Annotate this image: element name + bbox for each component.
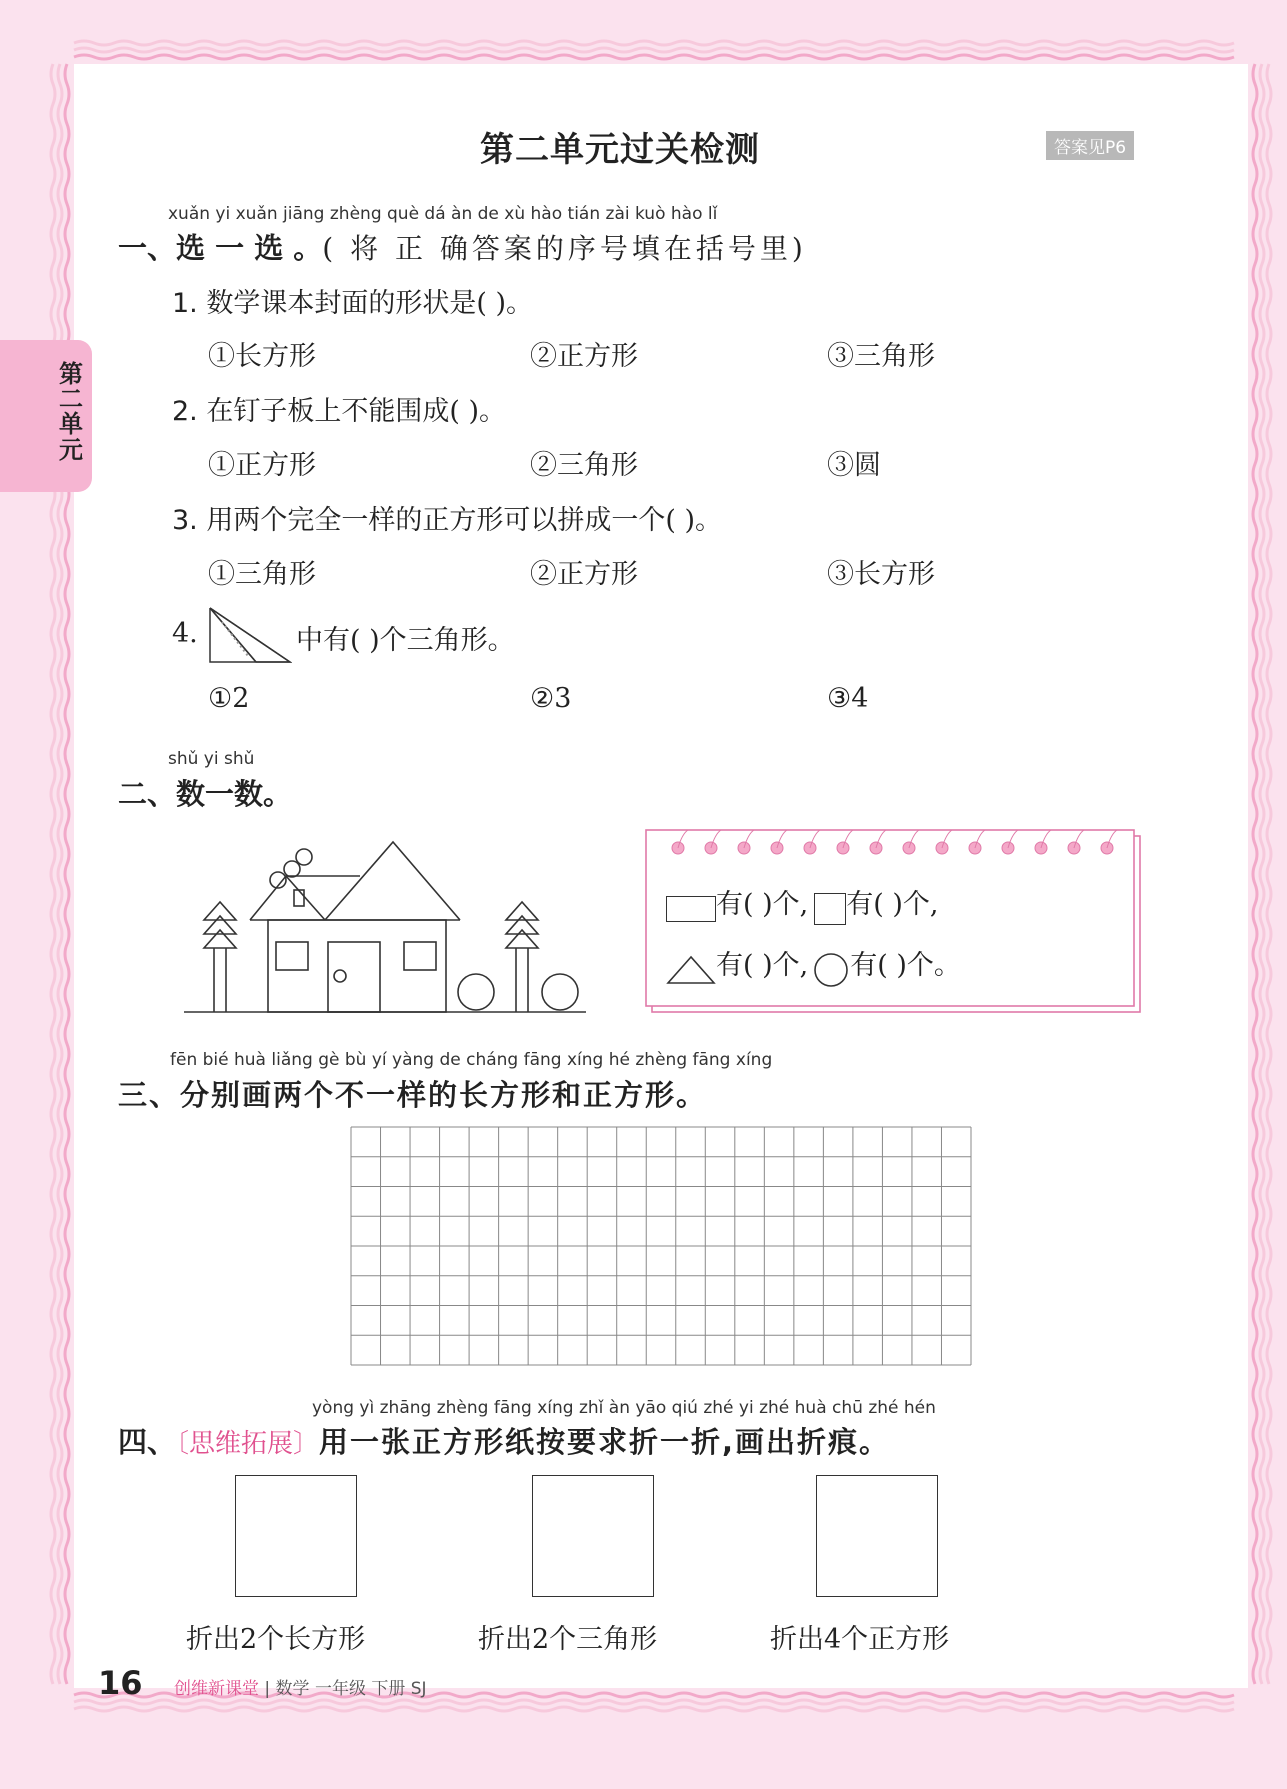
q1-option-1[interactable]: ①长方形 bbox=[208, 341, 316, 372]
q4-option-3[interactable]: ③4 bbox=[827, 683, 869, 714]
question-4-number: 4. bbox=[172, 618, 198, 649]
q2-option-3[interactable]: ③圆 bbox=[827, 450, 881, 481]
question-text: 数学课本封面的形状是( )。 bbox=[206, 288, 534, 319]
house-figure bbox=[180, 820, 590, 1016]
page-number: 16 bbox=[98, 1664, 143, 1702]
section4-heading-row bbox=[118, 1420, 890, 1461]
question-number: 1. bbox=[172, 288, 198, 319]
section1-instruction: ( 将 正 确答案的序号填在括号里) bbox=[322, 232, 807, 265]
q2-option-2[interactable]: ②三角形 bbox=[530, 450, 638, 481]
section1-heading-row bbox=[118, 226, 807, 267]
fold-caption-1: 折出2个长方形 bbox=[186, 1624, 366, 1655]
q3-option-3[interactable]: ③长方形 bbox=[827, 559, 935, 590]
q3-option-1[interactable]: ①三角形 bbox=[208, 559, 316, 590]
section1-heading: 一、选 一 选 。 bbox=[118, 231, 323, 265]
section4-number: 四、 bbox=[118, 1425, 177, 1459]
page-title: 第二单元过关检测 bbox=[480, 130, 760, 170]
circle-shape-icon bbox=[812, 952, 850, 988]
fold-box-3[interactable] bbox=[816, 1475, 938, 1597]
rectangle-shape-icon bbox=[666, 896, 716, 922]
footer-info bbox=[174, 1674, 427, 1699]
question-number: 2. bbox=[172, 396, 198, 427]
q1-option-2[interactable]: ②正方形 bbox=[530, 341, 638, 372]
triangle-count-blank[interactable]: 有( )个, bbox=[716, 950, 809, 981]
q2-option-1[interactable]: ①正方形 bbox=[208, 450, 316, 481]
footer-brand: 创维新课堂 bbox=[174, 1679, 259, 1699]
q4-option-2[interactable]: ②3 bbox=[530, 683, 572, 714]
section4-pinyin: yòng yì zhāng zhèng fāng xíng zhǐ àn yāo qiú zhé yi zhé huà chū zhé hén bbox=[312, 1398, 936, 1418]
card-row-2 bbox=[666, 943, 961, 988]
q1-option-3[interactable]: ③三角形 bbox=[827, 341, 935, 372]
question-number: 3. bbox=[172, 505, 198, 536]
fold-box-1[interactable] bbox=[235, 1475, 357, 1597]
side-tab-label: 第 二 单 元 bbox=[59, 360, 83, 464]
section2-pinyin: shǔ yi shǔ bbox=[168, 749, 255, 769]
question-2 bbox=[172, 389, 506, 428]
fold-caption-2: 折出2个三角形 bbox=[478, 1624, 658, 1655]
triangle-shape-icon bbox=[666, 955, 716, 985]
card-row-1 bbox=[666, 882, 938, 925]
section3-pinyin: fēn bié huà liǎng gè bù yí yàng de cháng fāng xíng hé zhèng fāng xíng bbox=[170, 1050, 773, 1070]
fold-caption-3: 折出4个正方形 bbox=[770, 1624, 950, 1655]
question-4-text: 中有( )个三角形。 bbox=[296, 625, 515, 656]
section1-pinyin: xuǎn yi xuǎn jiāng zhèng què dá àn de xù hào tián zài kuò hào lǐ bbox=[168, 204, 718, 224]
question-3 bbox=[172, 498, 722, 537]
q4-option-1[interactable]: ①2 bbox=[208, 683, 250, 714]
fold-box-2[interactable] bbox=[532, 1475, 654, 1597]
section3-heading: 三、分别画两个不一样的长方形和正方形。 bbox=[118, 1078, 708, 1112]
question-1 bbox=[172, 281, 533, 320]
q3-option-2[interactable]: ②正方形 bbox=[530, 559, 638, 590]
triangle-figure-icon bbox=[208, 606, 292, 664]
square-shape-icon bbox=[814, 893, 846, 925]
section2-heading: 二、数一数。 bbox=[118, 777, 293, 811]
question-text: 用两个完全一样的正方形可以拼成一个( )。 bbox=[206, 505, 723, 536]
section4-text: 用一张正方形纸按要求折一折,画出折痕。 bbox=[319, 1425, 891, 1459]
answer-ref-badge: 答案见P6 bbox=[1046, 131, 1134, 160]
question-text: 在钉子板上不能围成( )。 bbox=[206, 396, 507, 427]
circle-count-blank[interactable]: 有( )个。 bbox=[850, 950, 961, 981]
footer-subject: | 数学 一年级 下册 SJ bbox=[264, 1679, 427, 1699]
drawing-grid[interactable] bbox=[350, 1126, 972, 1366]
thinking-extension-tag: 〔思维拓展〕 bbox=[176, 1429, 320, 1459]
square-count-blank[interactable]: 有( )个, bbox=[846, 889, 939, 920]
rectangle-count-blank[interactable]: 有( )个, bbox=[716, 889, 809, 920]
